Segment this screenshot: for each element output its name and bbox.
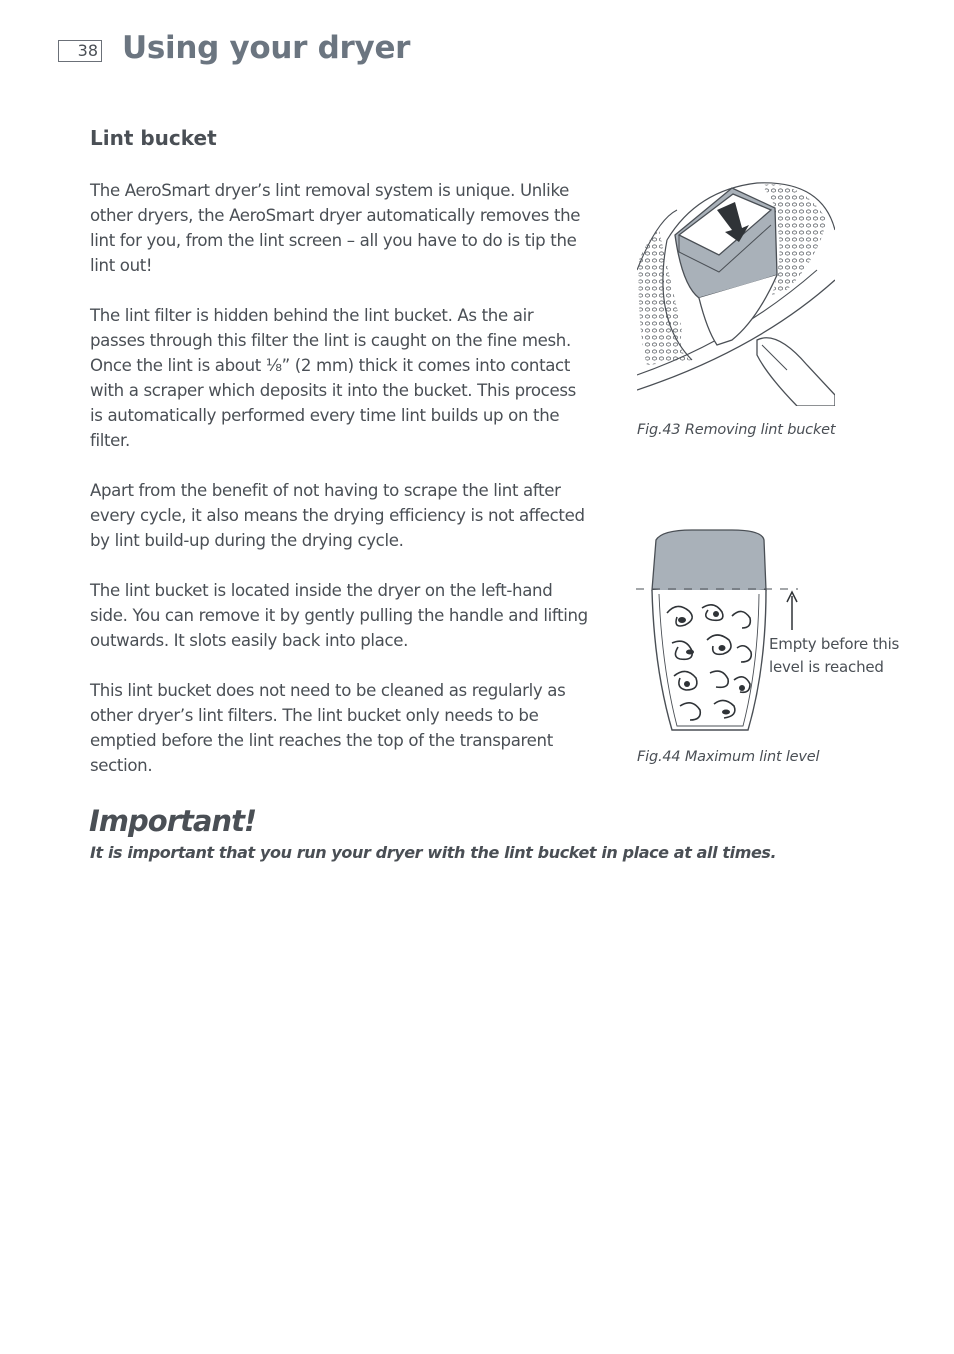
body-text: [90, 178, 590, 803]
fig43-caption: Fig.43 Removing lint bucket: [637, 422, 836, 438]
fig44-caption: Fig.44 Maximum lint level: [637, 749, 820, 765]
paragraph-efficiency: Apart from the benefit of not having to scrape the lint after every cycle, it also means the drying efficiency is not affected by lint build-up during the drying cycle.: [90, 481, 585, 550]
important-heading: Important!: [89, 804, 257, 838]
paragraph-location: The lint bucket is located inside the dryer on the left-hand side. You can remove it by gently pulling the handle and lifting outwards. It slots easily back into place.: [90, 581, 588, 650]
paragraph-intro: The AeroSmart dryer’s lint removal system is unique. Unlike other dryers, the AeroSmart dryer automatically removes the lint for you, from the lint screen – all you have to do is tip the lint out!: [90, 181, 581, 275]
section-heading: Lint bucket: [90, 126, 217, 150]
important-text: It is important that you run your dryer with the lint bucket in place at all times.: [90, 843, 777, 862]
page-number: 38: [58, 40, 102, 62]
empty-level-annotation: Empty before this level is reached: [769, 635, 900, 676]
paragraph-filter: The lint filter is hidden behind the lint bucket. As the air passes through this filter the lint is caught on the fine mesh. Once the lint is about ⅛” (2 mm) thick it comes into contact with a scraper which deposits it into the bucket. This process is automatically performed every time lint builds up on the filter.: [90, 306, 576, 450]
page-title: Using your dryer: [122, 30, 411, 66]
paragraph-cleaning: This lint bucket does not need to be cleaned as regularly as other dryer’s lint filters. The lint bucket only needs to be emptied before the lint reaches the top of the transparent section.: [90, 681, 566, 775]
lint-bucket-removal-illustration: [637, 180, 835, 406]
